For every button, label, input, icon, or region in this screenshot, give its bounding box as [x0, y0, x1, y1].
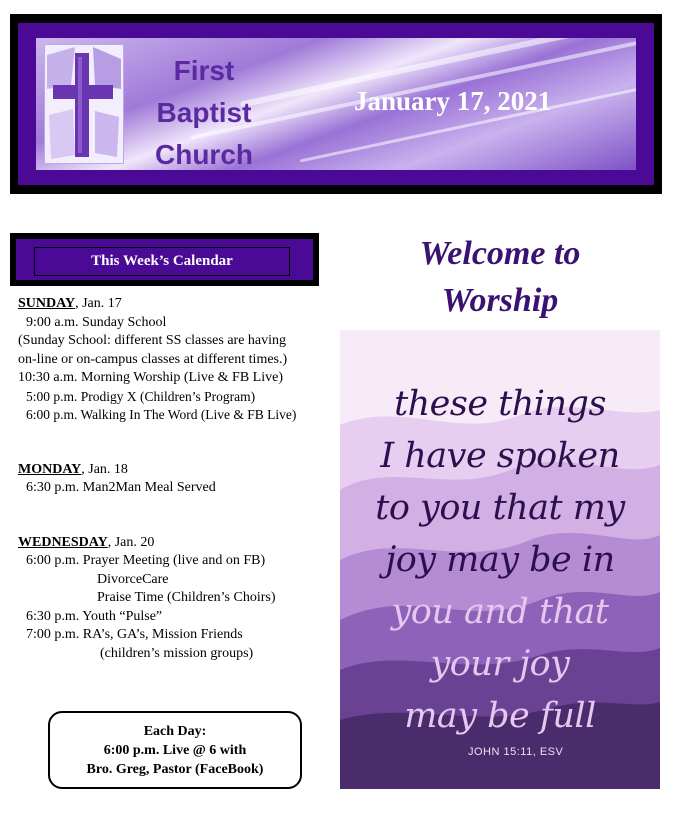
each-day-title: Each Day: — [143, 724, 207, 739]
church-logo — [44, 44, 124, 164]
calendar-entry: Praise Time (Children’s Choirs) — [97, 590, 276, 605]
calendar-entry: on-line or on-campus classes at different times.) — [18, 351, 288, 367]
verse-line: to you that my — [375, 488, 625, 528]
day-date: , Jan. 20 — [107, 534, 155, 550]
each-day-box — [48, 711, 302, 789]
day-name: SUNDAY — [18, 296, 76, 311]
calendar-entry: DivorceCare — [97, 571, 169, 587]
day-name: MONDAY — [18, 461, 82, 477]
calendar-entry: (Sunday School: different SS classes are having — [18, 333, 287, 348]
bulletin-date: January 17, 2021 — [354, 86, 552, 116]
calendar-entry: (children’s mission groups) — [100, 645, 254, 661]
verse-line: may be full — [404, 696, 596, 736]
cross-icon — [45, 45, 123, 163]
welcome-line: Worship — [441, 282, 559, 319]
calendar-entry: 6:30 p.m. Man2Man Meal Served — [26, 480, 216, 495]
verse-text — [340, 378, 660, 742]
header-graphic — [36, 38, 636, 170]
verse-line: joy may be in — [385, 540, 615, 580]
spacer — [18, 443, 338, 461]
welcome-title — [340, 230, 660, 324]
day-name: WEDNESDAY — [18, 534, 108, 550]
verse-line: I have spoken — [380, 436, 620, 476]
church-name-line: Baptist — [156, 97, 252, 128]
spacer — [18, 516, 338, 534]
calendar-entry: 6:00 p.m. Walking In The Word (Live & FB Live) — [26, 407, 297, 422]
weekly-calendar — [18, 295, 338, 663]
welcome-line: Welcome to — [419, 235, 581, 272]
day-date: , Jan. 17 — [75, 296, 122, 311]
calendar-day-header — [18, 461, 338, 480]
church-name-line: Church — [155, 139, 253, 170]
calendar-entry: 9:00 a.m. Sunday School — [26, 314, 167, 330]
calendar-entry: 10:30 a.m. Morning Worship (Live & FB Live) — [18, 370, 283, 385]
each-day-line: 6:00 p.m. Live @ 6 with — [103, 743, 247, 758]
header-banner — [10, 14, 662, 194]
verse-artwork — [340, 330, 660, 789]
church-name — [134, 50, 274, 170]
calendar-entry: 7:00 p.m. RA’s, GA’s, Mission Friends — [26, 627, 243, 642]
calendar-entry: 6:30 p.m. Youth “Pulse” — [26, 608, 163, 624]
calendar-entry: 6:00 p.m. Prayer Meeting (live and on FB) — [26, 553, 266, 568]
calendar-day-header — [18, 295, 338, 314]
spacer — [18, 425, 338, 443]
each-day-line: Bro. Greg, Pastor (FaceBook) — [86, 762, 264, 777]
church-name-line: First — [173, 55, 235, 86]
calendar-entry: 5:00 p.m. Prodigy X (Children’s Program) — [26, 388, 256, 404]
verse-line: your joy — [430, 644, 570, 684]
calendar-heading: This Week’s Calendar — [34, 247, 290, 276]
day-date: , Jan. 18 — [81, 461, 128, 477]
calendar-day-header — [18, 534, 338, 553]
verse-line: you and that — [391, 592, 609, 632]
verse-line: these things — [394, 384, 606, 424]
spacer — [18, 498, 338, 516]
header-frame — [18, 23, 654, 185]
verse-reference: JOHN 15:11, ESV — [468, 746, 564, 758]
calendar-heading-frame — [10, 233, 319, 286]
